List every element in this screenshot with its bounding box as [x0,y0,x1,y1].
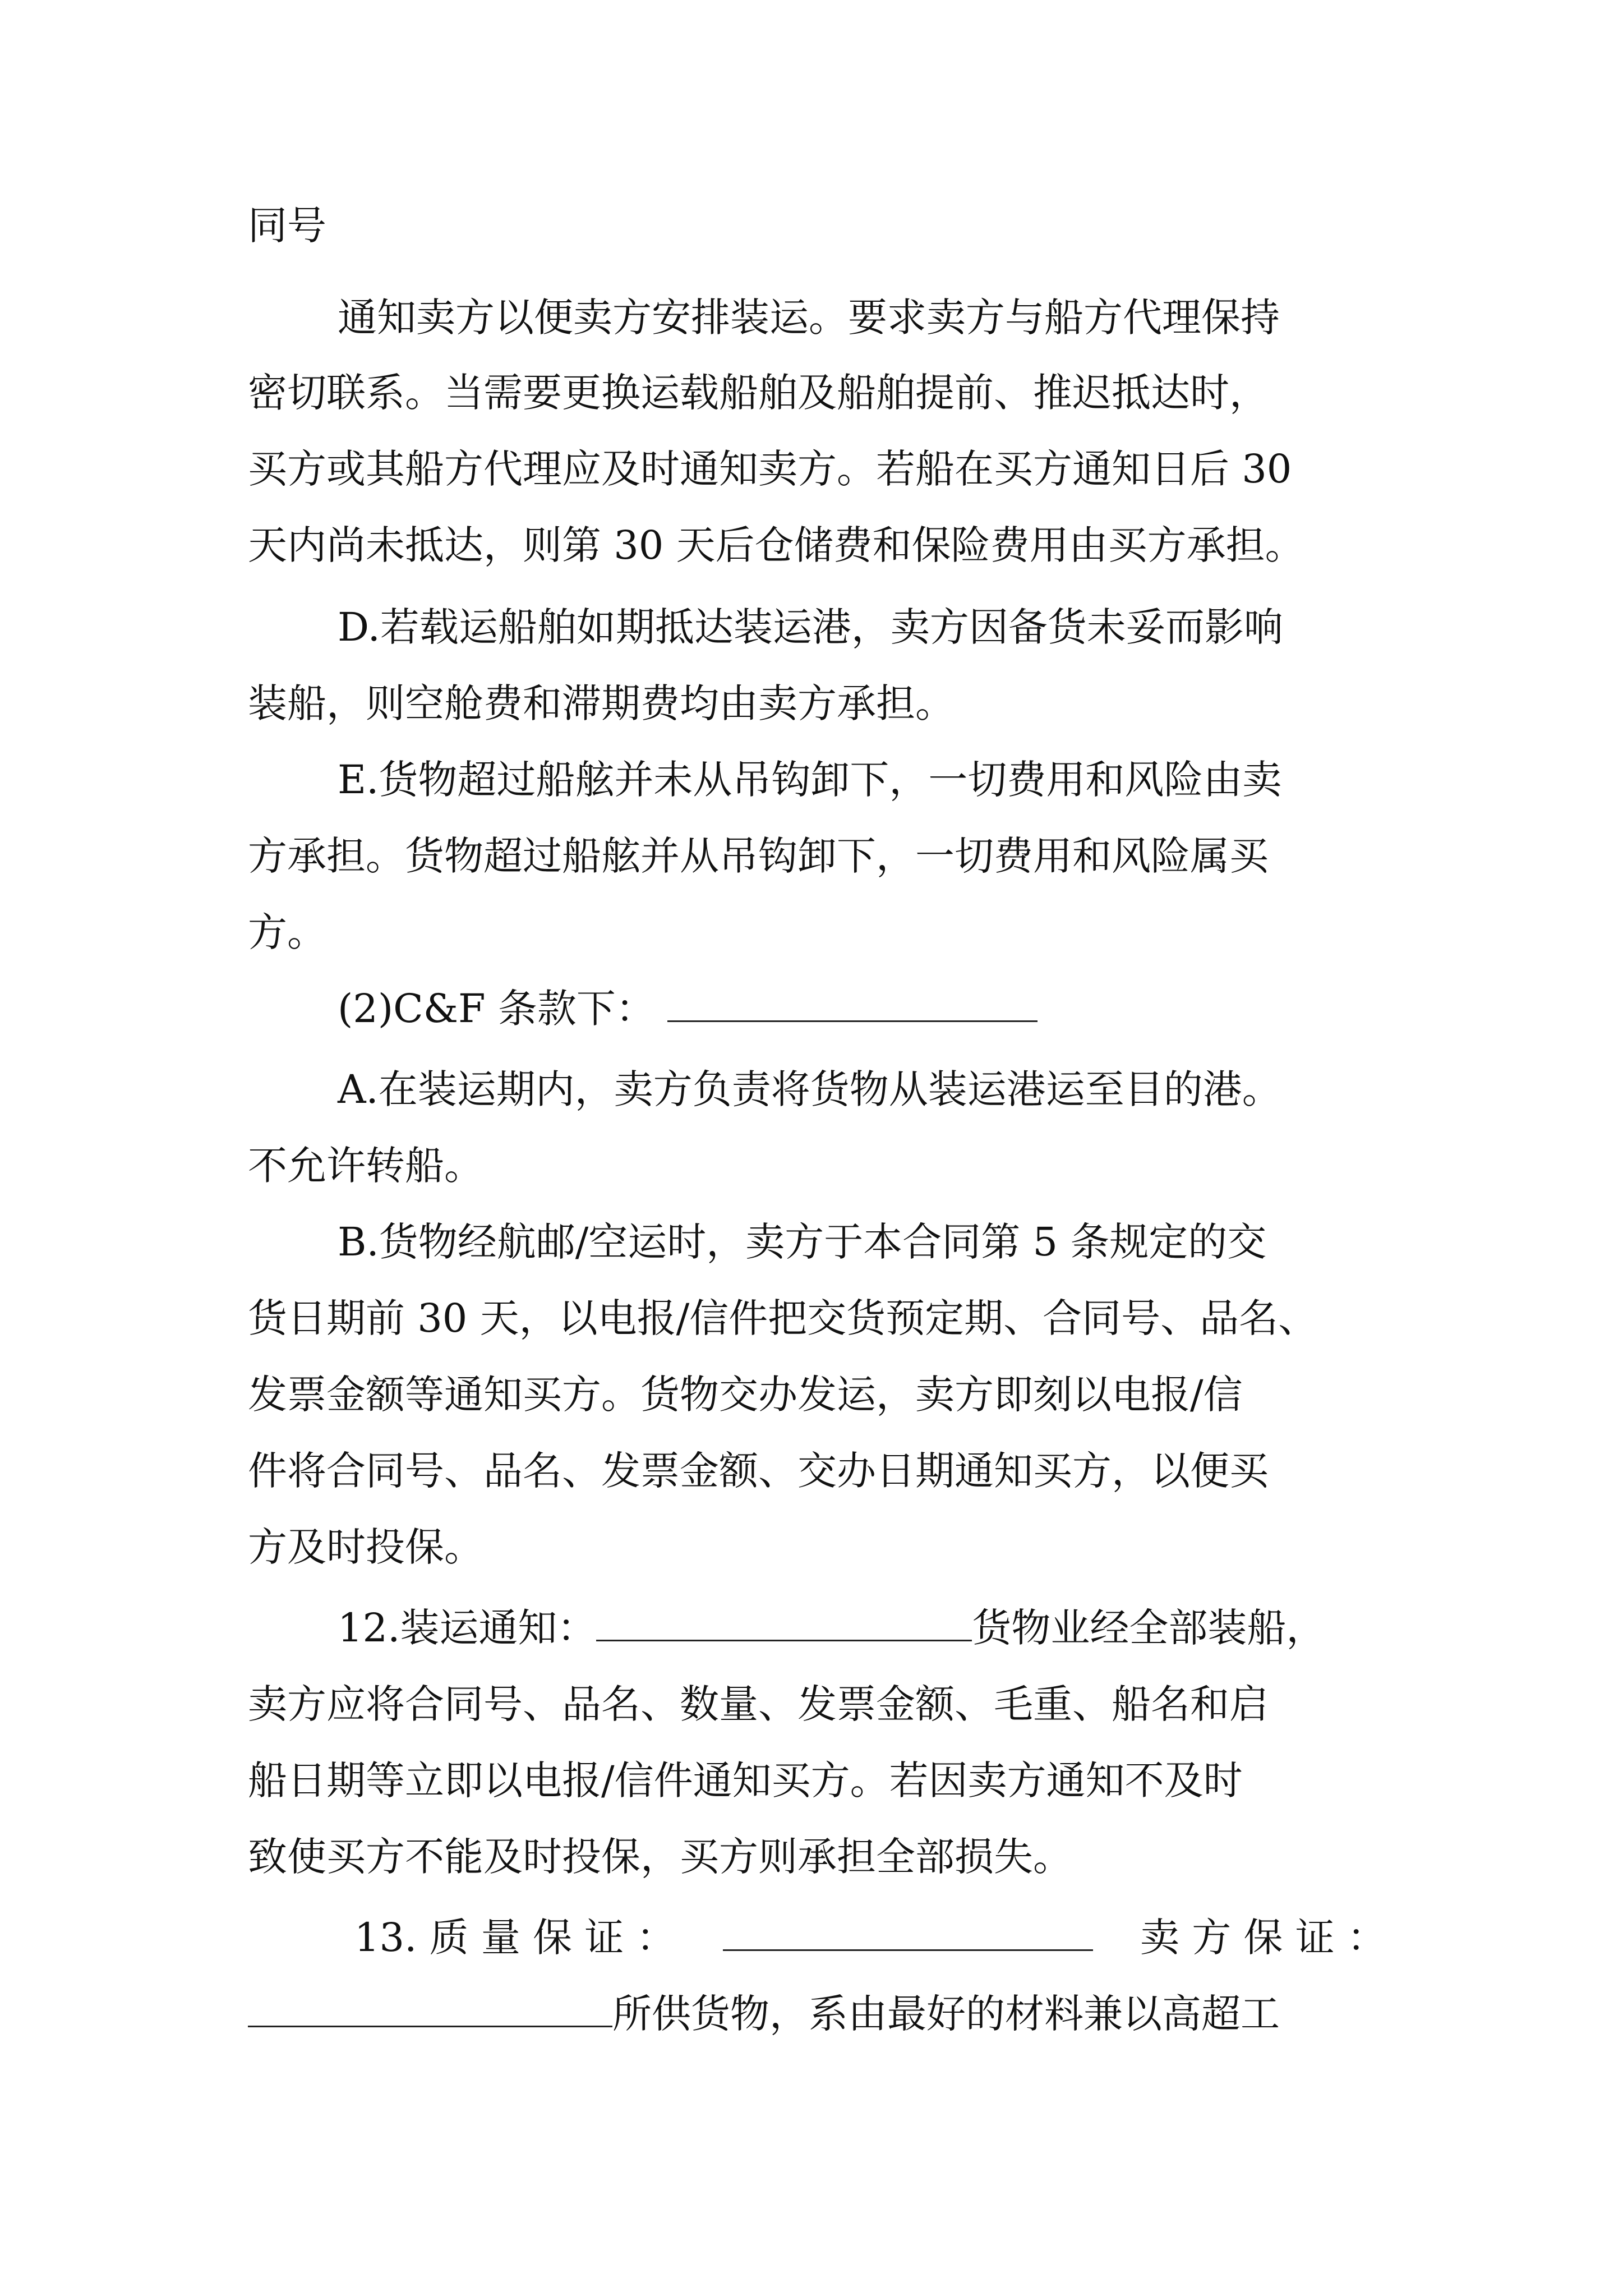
clause-12-heading [338,1589,1386,1667]
paragraph-start: B.货物经航邮/空运时，卖方于本合同第 5 条规定的交 [338,1219,1267,1265]
text-line: 货日期前 30 天，以电报/信件把交货预定期、合同号、品名、 [248,1295,1318,1341]
clause-label: 13. 质 量 保 证 ： [354,1915,676,1961]
clause-13-heading [354,1898,1386,1977]
fill-in-blank[interactable] [248,1982,612,2027]
fill-in-blank[interactable] [667,977,1038,1022]
clause-label: 12.装运通知： [338,1605,597,1651]
clause-heading [338,969,1386,1048]
paragraph-start: E.货物超过船舷并未从吊钩卸下，一切费用和风险由卖 [338,757,1282,803]
text-line: 不允许转船。 [248,1143,483,1189]
text-line [248,1975,1386,2053]
paragraph-start: D.若载运船舶如期抵达装运港，卖方因备货未妥而影响 [338,604,1283,650]
text-line: 天内尚未抵达，则第 30 天后仓储费和保险费用由买方承担。 [248,522,1304,568]
paragraph-start: A.在装运期内，卖方负责将货物从装运港运至目的港。 [338,1066,1281,1112]
text-line: 船日期等立即以电报/信件通知买方。若因卖方通知不及时 [248,1757,1243,1803]
text-line: 方。 [248,909,326,955]
text-line: 买方或其船方代理应及时通知卖方。若船在买方通知日后 30 [248,446,1292,492]
text-line: 发票金额等通知买方。货物交办发运，卖方即刻以电报/信 [248,1372,1243,1418]
clause-text: 卖 方 保 证 ： [1140,1915,1386,1961]
clause-text: 货物业经全部装船， [972,1605,1326,1651]
paragraph-start: 通知卖方以便卖方安排装运。要求卖方与船方代理保持 [338,295,1280,341]
text-line: 方及时投保。 [248,1524,483,1570]
fill-in-blank[interactable] [723,1906,1093,1951]
text-line: 装船，则空舱费和滞期费均由卖方承担。 [248,680,955,726]
text-line: 件将合同号、品名、发票金额、交办日期通知买方，以便买 [248,1448,1269,1494]
text-line: 卖方应将合同号、品名、数量、发票金额、毛重、船名和启 [248,1681,1269,1727]
clause-text: 所供货物，系由最好的材料兼以高超工 [612,1991,1280,2037]
text-line: 致使买方不能及时投保，买方则承担全部损失。 [248,1834,1072,1880]
text-line: 同号 [248,203,326,249]
fill-in-blank[interactable] [596,1596,972,1641]
text-line: 密切联系。当需要更换运载船舶及船舶提前、推迟抵达时， [248,370,1269,416]
text-line: 方承担。货物超过船舷并从吊钩卸下，一切费用和风险属买 [248,833,1269,879]
clause-label: (2)C&F 条款下： [338,986,655,1032]
